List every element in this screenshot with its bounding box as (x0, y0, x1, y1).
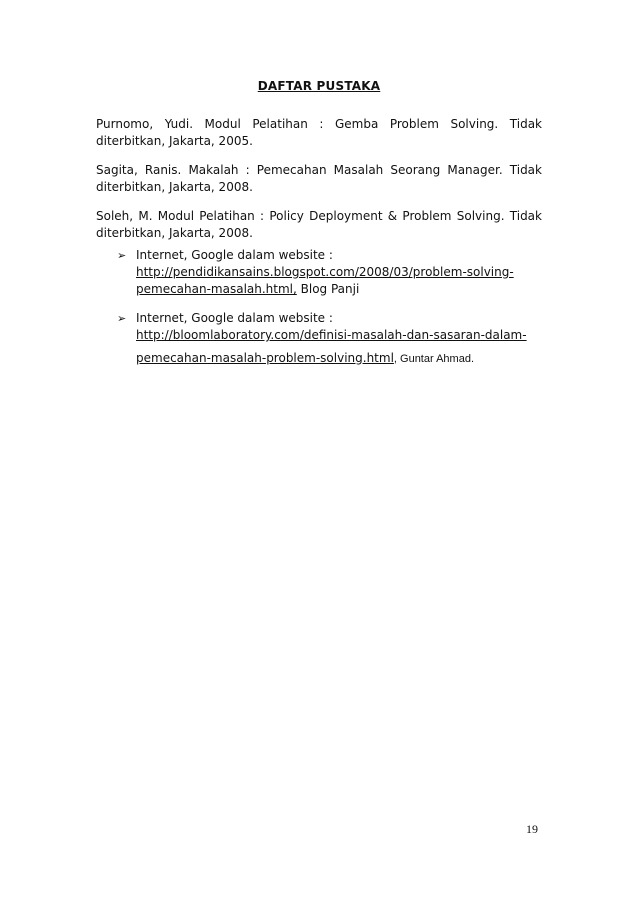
web-reference-item (117, 247, 537, 298)
reference-item: Sagita, Ranis. Makalah : Pemecahan Masalah Seorang Manager. Tidak diterbitkan, Jakarta, 2008. (96, 163, 542, 194)
web-reference-link-continued[interactable]: pemecahan-masalah-problem-solving.html (136, 351, 394, 365)
reference-item: Purnomo, Yudi. Modul Pelatihan : Gemba Problem Solving. Tidak diterbitkan, Jakarta, 2005. (96, 117, 542, 148)
web-reference-source: Blog Panji (296, 282, 360, 296)
web-reference-list (117, 247, 537, 380)
reference-item: Soleh, M. Modul Pelatihan : Policy Deployment & Problem Solving. Tidak diterbitkan, Jakarta, 2008. (96, 209, 542, 240)
web-reference-item (117, 310, 537, 368)
web-reference-source: , Guntar Ahmad. (393, 353, 475, 365)
web-reference-intro: Internet, Google dalam website : (136, 311, 333, 325)
page-number: 19 (526, 822, 538, 836)
web-reference-link[interactable]: http://pendidikansains.blogspot.com/2008/03/problem-solving- (136, 265, 514, 279)
arrowhead-bullet-icon: ➢ (117, 312, 127, 325)
page-title: DAFTAR PUSTAKA (257, 79, 381, 93)
web-reference-link-continued[interactable]: pemecahan-masalah.html, (136, 282, 297, 296)
web-reference-link[interactable]: http://bloomlaboratory.com/definisi-masalah-dan-sasaran-dalam- (136, 328, 527, 342)
arrowhead-bullet-icon: ➢ (117, 249, 127, 262)
web-reference-intro: Internet, Google dalam website : (136, 248, 333, 262)
reference-list (96, 116, 542, 254)
